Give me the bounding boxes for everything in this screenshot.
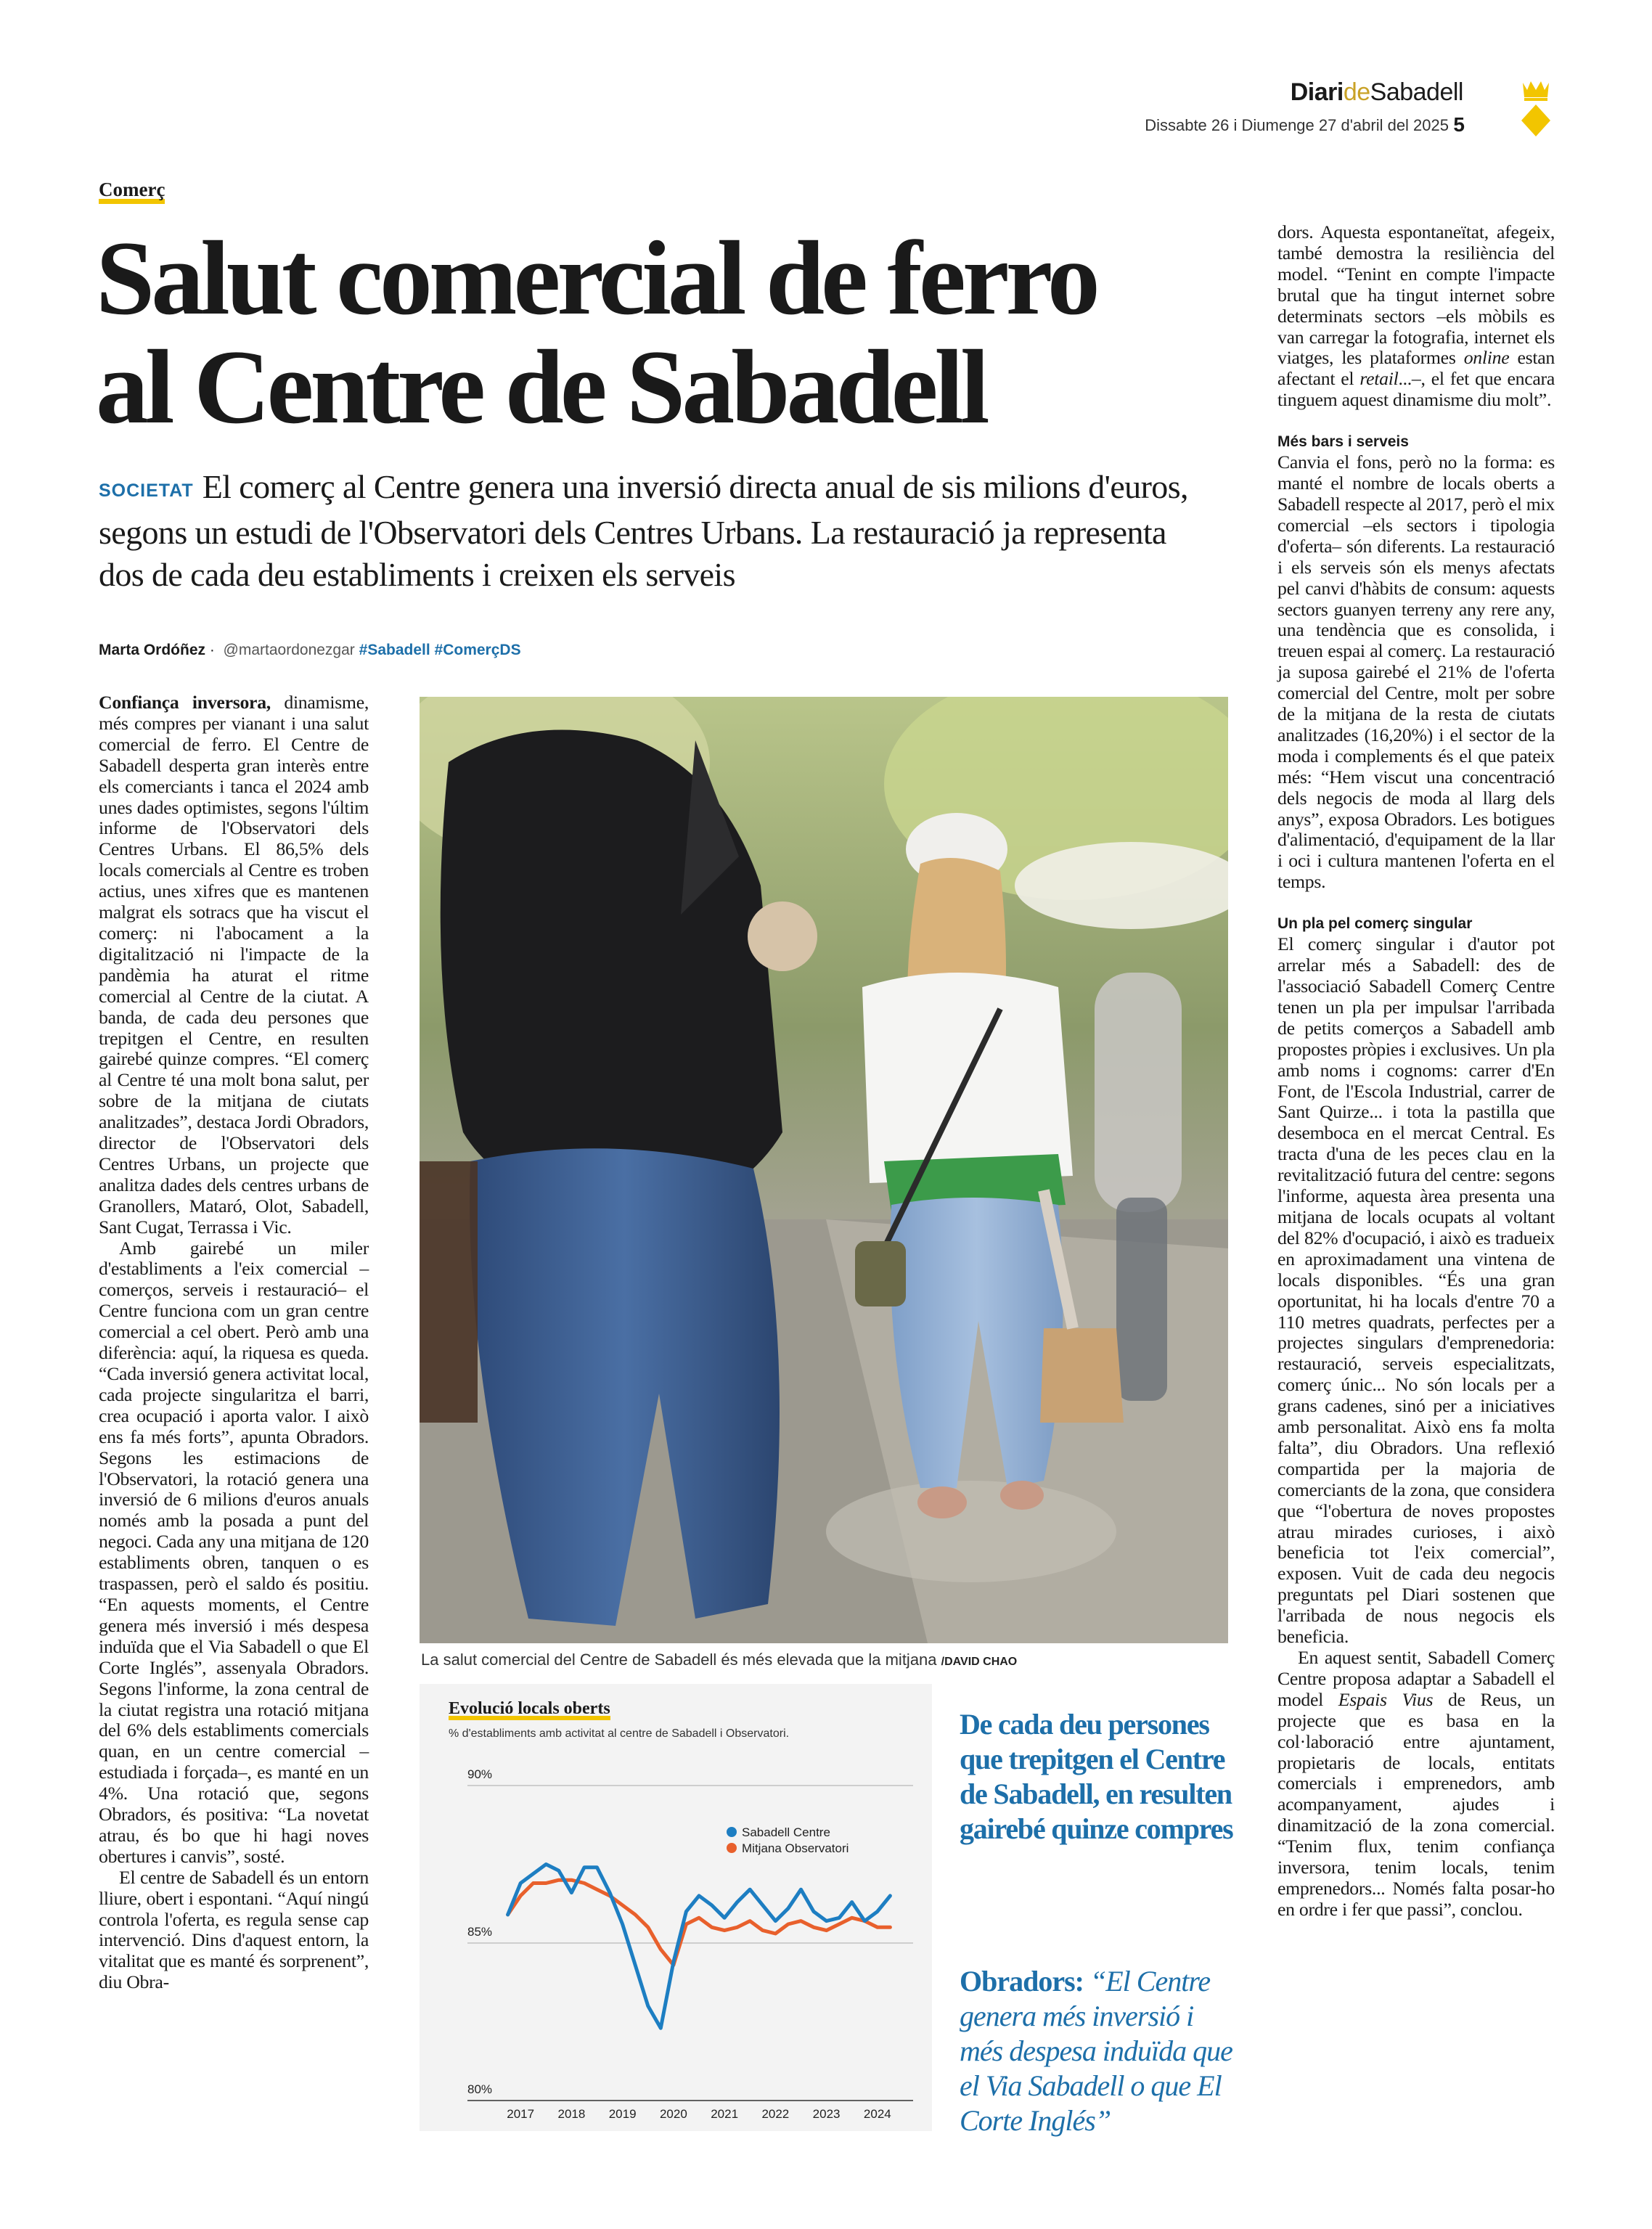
author-handle[interactable]: @martaordonezgar: [223, 642, 355, 658]
legend-dot: [727, 1843, 737, 1853]
subheading: Més bars i serveis: [1277, 433, 1409, 451]
headline-line-2: al Centre de Sabadell: [96, 328, 986, 446]
page-number: 5: [1453, 113, 1465, 136]
y-tick-label: 90%: [467, 1767, 493, 1781]
body-paragraph: Canvia el fons, però no la forma: es manté el nombre de locals oberts a Sabadell respecte al 2017, però el mix comercial –els sectors i tipologia d'oferta– són diferents. La restauració i els serveis són els menys afectats pel canvi d'hàbits de consum: aquests sectors guanyen terreny any rere any, una tendència que es consolida, i treuen espai al comerç. La restauració ja suposa gairebé el 21% de l'oferta comercial del Centre, molt per sobre de la mitjana de la resta de ciutats analitzades (16,20%) i el sector de la moda i complements és el que pateix més: “Hem viscut una concentració dels negocis de moda al llarg dels anys”, exposa Obradors. Les botigues d'alimentació, d'equipament de la llar i oci i cultura mantenen l'oferta en el temps.: [1277, 451, 1555, 893]
body-text: estan afectant el: [1277, 347, 1555, 390]
pull-quote-text: “El Centre genera més inversió i més despesa induïda que el Via Sabadell o que El Corte Inglés”: [960, 1965, 1232, 2137]
x-tick-label: 2024: [863, 2107, 891, 2121]
brand-name-de: de: [1343, 78, 1370, 106]
photo-caption: [421, 1651, 1017, 1669]
x-tick-label: 2022: [761, 2107, 790, 2121]
hashtags[interactable]: #Sabadell #ComerçDS: [359, 642, 521, 658]
lead-in: Confiança inversora,: [99, 692, 271, 713]
chart-subtitle: % d'establiments amb activitat al centre de Sabadell i Observatori.: [449, 1727, 790, 1740]
photo-credit: /DAVID CHAO: [941, 1656, 1018, 1668]
subhead: [99, 466, 1216, 596]
body-text: de Reus, un projecte que es basa en la col·laboració entre ajuntament, propietaris de locals, entitats comercials i emprenedors, amb acompanyament, ajudes i dinamització de la zona comercial. “Tenim flux, tenim confiança inversora, tenim locals, tenim emprenedors... Només falta posar-ho en ordre i fer que passi”, conclou.: [1277, 1688, 1555, 1920]
body-paragraph: Amb gairebé un miler d'establiments a l'eix comercial –comerços, serveis i restauració– el Centre funciona com un gran centre comercial a cel obert. Però amb una diferència: aquí, la riquesa es queda. “Cada inversió genera activitat local, cada projecte singularitza el barri, crea ocupació i aporta valor. I això ens fa més forts”, apunta Obradors. Segons les estimacions de l'Observatori, la rotació genera una inversió de 6 milions d'euros anuals només amb la posada a punt del negoci. Cada any una mitjana de 120 establiments obren, tanquen o es traspassen, però el saldo és positiu. “En aquests moments, el Centre genera més inversió i més despesa induïda que el Via Sabadell o que El Corte Inglés”, assenyala Obradors. Segons l'informe, la zona central de la ciutat registra una rotació mitjana del 6% dels establiments comercials quan, en un centre comercial –estudiada i forçada–, es manté en un 4%. Una rotació que, segons Obradors, és positiva: “La novetat atrau, és bo que hi hagi noves obertures i canvis”, sosté.: [99, 1237, 369, 1867]
body-text: ...–, el fet que encara tinguem aquest dinamisme diu molt”.: [1277, 368, 1555, 411]
chart-panel: [420, 1684, 932, 2131]
chart-title: Evolució locals oberts: [449, 1701, 610, 1720]
x-tick-label: 2019: [608, 2107, 637, 2121]
caption-text: La salut comercial del Centre de Sabadell és més elevada que la mitjana: [421, 1651, 937, 1669]
headline-line-1: Salut comercial de ferro: [96, 219, 1097, 337]
body-paragraph: [1277, 222, 1555, 411]
body-paragraph: [1277, 1648, 1555, 1921]
brand-name-rest: Sabadell: [1370, 78, 1463, 106]
byline: [99, 642, 521, 659]
masthead: [1145, 78, 1492, 144]
street-photo: [420, 697, 1228, 1643]
legend-label: Sabadell Centre: [742, 1825, 830, 1839]
y-tick-label: 85%: [467, 1925, 493, 1939]
author-name: Marta Ordóñez: [99, 642, 206, 658]
body-emphasis: retail: [1359, 368, 1399, 390]
body-column-right: [1277, 222, 1555, 1921]
x-tick-label: 2020: [659, 2107, 687, 2121]
body-emphasis: Espais Vius: [1338, 1688, 1434, 1710]
body-text: dinamisme, més compres per vianant i una salut comercial de ferro. El Centre de Sabadell desperta gran interès entre els comerciants i tanca el 2024 amb unes dades optimistes, segons l'últim informe de l'Observatori dels Centres Urbans. El 86,5% dels locals comercials al Centre es troben actius, unes xifres que es mantenen malgrat els sotracs que ha viscut el comerç: ni l'abocament a la digitalització ni l'impacte de la pandèmia ha aturat el ritme comercial al Centre de la ciutat. A banda, de cada deu persones que trepitgen el Centre, en resulten gairebé quinze compres. “El comerç al Centre té una molt bona salut, per sobre de la mitjana de ciutats analitzades”, destaca Jordi Obradors, director de l'Observatori dels Centres Urbans, un projecte que analitza dades dels centres urbans de Granollers, Mataró, Olot, Sabadell, Sant Cugat, Terrassa i Vic.: [99, 692, 369, 1238]
headline: [96, 219, 1228, 446]
subhead-text: El comerç al Centre genera una inversió directa anual de sis milions d'euros, segons un estudi de l'Observatori dels Centres Urbans. La restauració ja representa dos de cada deu establiments i creixen els serveis: [99, 468, 1188, 593]
coat-of-arms-icon: [1520, 78, 1552, 138]
section-tag[interactable]: SOCIETAT: [99, 480, 194, 501]
y-tick-label: 80%: [467, 2082, 493, 2096]
body-text: En aquest sentit, Sabadell Comerç Centre proposa adaptar a Sabadell el model: [1277, 1647, 1555, 1710]
body-paragraph: El comerç singular i d'autor pot arrelar més a Sabadell: des de l'associació Sabadell Comerç Centre tenen un pla per impulsar l'arribada de petits comerços a Sabadell amb propostes pròpies i exclusives. Un pla amb noms i cognoms: carrer d'En Font, de l'Escola Industrial, carrer de Sant Quirze... i tota la pastilla que desemboca en el mercat Central. Es tracta d'una de les peces clau en la revitalització futura del centre: segons l'informe, aquesta àrea presenta una mitjana de locals ocupats al voltant del 82% d'ocupació, i això es tradueix en aproximadament una vintena de locals disponibles. “És una gran oportunitat, hi ha locals d'entre 70 a 110 metres quadrats, perfectes per a projectes singulars d'emprenedoria: restauració, serveis especialitzats, comerç únic... No són locals per a grans cadenes, sinó per a iniciatives amb personalitat. Això ens fa molta falta”, diu Obradors. Una reflexió compartida per la majoria de comerciants de la zona, que considera que “l'obertura de noves propostes atrau mirades curioses, i això beneficia tot l'eix comercial”, exposen. Vuit de cada deu negocis preguntats pel Diari sostenen que l'arribada de nous negocis els beneficia.: [1277, 933, 1555, 1648]
subheading: Un pla pel comerç singular: [1277, 915, 1473, 933]
series-line-sabadell-centre: [508, 1865, 891, 2029]
series-line-mitjana-observatori: [508, 1880, 891, 1965]
byline-separator: ·: [209, 642, 215, 658]
legend-dot: [727, 1827, 737, 1837]
x-tick-label: 2018: [557, 2107, 586, 2121]
brand-name-bold: Diari: [1290, 78, 1344, 106]
body-paragraph: El centre de Sabadell és un entorn lliure, obert i espontani. “Aquí ningú controla l'oferta, es regula sense cap intervenció. Dins d'aquest entorn, la vitalitat que es manté és sorprenent”, diu Obra-: [99, 1866, 369, 1993]
brand-logo[interactable]: [1291, 78, 1463, 107]
legend-label: Mitjana Observatori: [742, 1841, 849, 1855]
body-column-left: [99, 692, 369, 1993]
pull-quote-obradors: [960, 1964, 1235, 2138]
section-kicker[interactable]: Comerç: [99, 180, 165, 204]
pull-quote: De cada deu persones que trepitgen el Centre de Sabadell, en resulten gairebé quinze compres: [960, 1708, 1233, 1845]
body-paragraph: [99, 692, 369, 1238]
chart-plot: [420, 1684, 932, 2131]
pull-quote-speaker: Obradors:: [960, 1965, 1084, 1997]
body-emphasis: online: [1463, 347, 1510, 369]
x-tick-label: 2017: [507, 2107, 535, 2121]
x-tick-label: 2023: [812, 2107, 841, 2121]
x-tick-label: 2021: [711, 2107, 739, 2121]
body-text: dors. Aquesta espontaneïtat, afegeix, també demostra la resiliència del model. “Tenint en compte l'impacte brutal que ha tingut internet sobre determinats sectors –els mòbils es van carregar la fotografia, internet els viatges, les plataformes: [1277, 221, 1555, 369]
issue-date: Dissabte 26 i Diumenge 27 d'abril del 2025: [1145, 116, 1449, 134]
